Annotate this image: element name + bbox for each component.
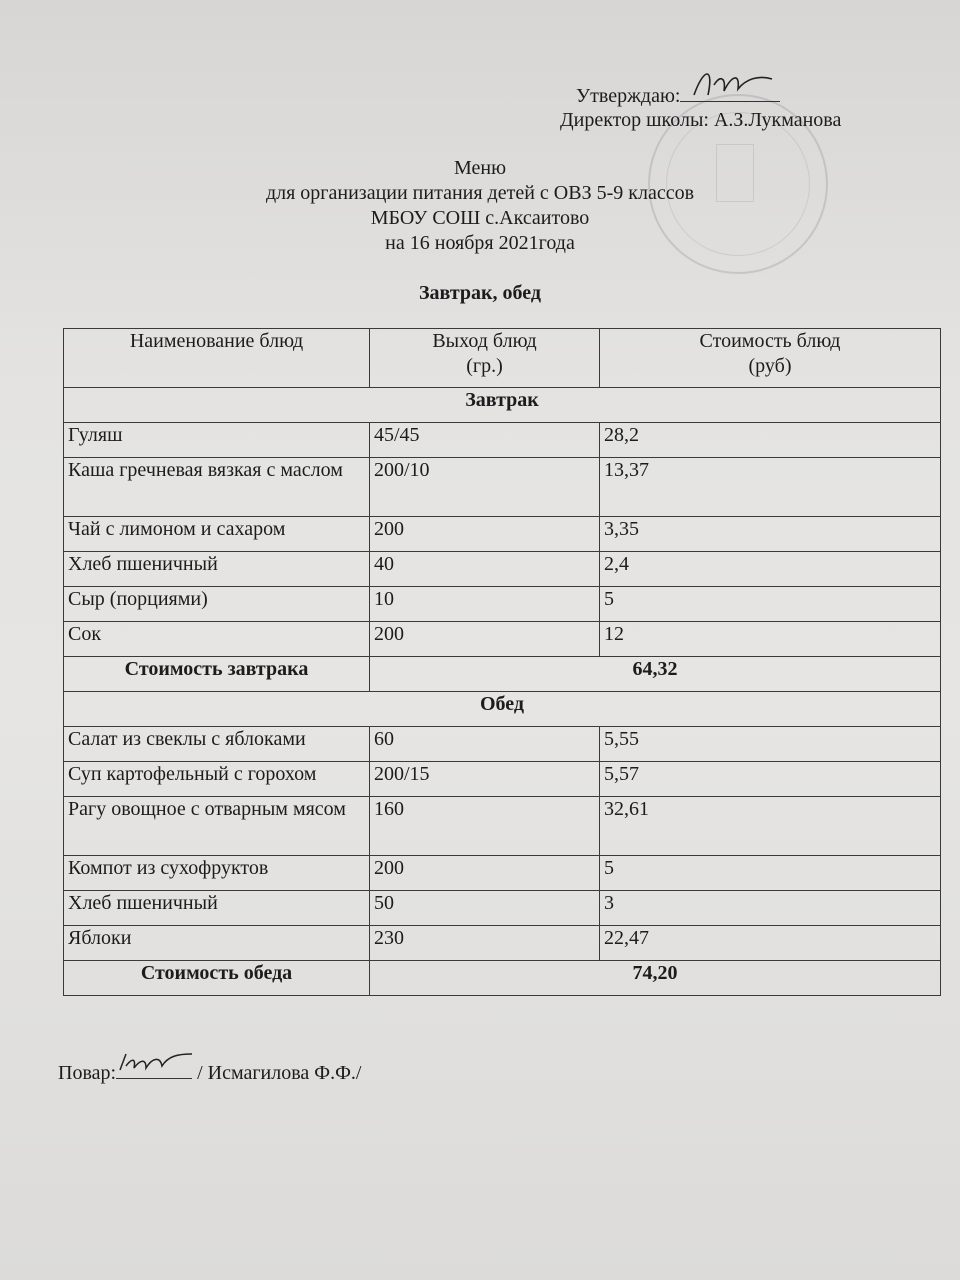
approve-line bbox=[560, 84, 841, 108]
table-cell: 160 bbox=[370, 797, 600, 856]
cook-label: Повар: bbox=[58, 1062, 117, 1084]
table-cell: 200 bbox=[370, 622, 600, 657]
table-cell: Обед bbox=[64, 692, 941, 727]
table-cell: Завтрак bbox=[64, 388, 941, 423]
table-cell: Сок bbox=[64, 622, 370, 657]
section-title: Завтрак, обед bbox=[418, 282, 542, 304]
director-signature bbox=[680, 87, 780, 102]
table-cell: 5 bbox=[600, 856, 941, 891]
section-row-breakfast bbox=[64, 388, 941, 423]
cook-signature-line bbox=[58, 1058, 361, 1085]
table-cell: 60 bbox=[370, 727, 600, 762]
table-cell: 40 bbox=[370, 552, 600, 587]
table-row bbox=[64, 622, 941, 657]
table-cell: Хлеб пшеничный bbox=[64, 891, 370, 926]
table-cell: 3 bbox=[600, 891, 941, 926]
table-cell: Сыр (порциями) bbox=[64, 587, 370, 622]
table-cell: 32,61 bbox=[600, 797, 941, 856]
table-row bbox=[64, 762, 941, 797]
header-cost: Стоимость блюд (руб) bbox=[600, 329, 941, 388]
table-row bbox=[64, 891, 941, 926]
lunch-total-value: 74,20 bbox=[370, 961, 941, 996]
approval-block bbox=[560, 84, 841, 132]
table-cell: 10 bbox=[370, 587, 600, 622]
table-cell: 2,4 bbox=[600, 552, 941, 587]
table-cell: Каша гречневая вязкая с маслом bbox=[64, 458, 370, 517]
table-cell: Компот из сухофруктов bbox=[64, 856, 370, 891]
table-cell: 5,55 bbox=[600, 727, 941, 762]
breakfast-total-label: Стоимость завтрака bbox=[64, 657, 370, 692]
table-row bbox=[64, 552, 941, 587]
header-name: Наименование блюд bbox=[64, 329, 370, 388]
table-cell: Салат из свеклы с яблоками bbox=[64, 727, 370, 762]
table-cell: 3,35 bbox=[600, 517, 941, 552]
menu-title bbox=[0, 156, 960, 256]
lunch-total-row bbox=[64, 961, 941, 996]
table-cell: 230 bbox=[370, 926, 600, 961]
table-row bbox=[64, 423, 941, 458]
header-yield: Выход блюд (гр.) bbox=[370, 329, 600, 388]
table-row bbox=[64, 517, 941, 552]
table-row bbox=[64, 587, 941, 622]
table-cell: Гуляш bbox=[64, 423, 370, 458]
table-cell: 200/15 bbox=[370, 762, 600, 797]
title-line-3: МБОУ СОШ с.Аксаитово bbox=[370, 207, 590, 229]
table-row bbox=[64, 727, 941, 762]
cook-name: / Исмагилова Ф.Ф./ bbox=[197, 1062, 362, 1084]
table-row bbox=[64, 797, 941, 856]
table-cell: 5 bbox=[600, 587, 941, 622]
cook-signature bbox=[116, 1058, 192, 1079]
table-cell: Чай с лимоном и сахаром bbox=[64, 517, 370, 552]
table-cell: 13,37 bbox=[600, 458, 941, 517]
table-cell: Хлеб пшеничный bbox=[64, 552, 370, 587]
table-cell: 200 bbox=[370, 856, 600, 891]
approve-label: Утверждаю: bbox=[576, 85, 681, 107]
director-signature-scribble bbox=[674, 65, 784, 105]
lunch-total-label: Стоимость обеда bbox=[64, 961, 370, 996]
cook-signature-scribble bbox=[116, 1048, 196, 1078]
title-line-2: для организации питания детей с ОВЗ 5-9 классов bbox=[265, 182, 695, 204]
table-cell: Суп картофельный с горохом bbox=[64, 762, 370, 797]
section-row-lunch bbox=[64, 692, 941, 727]
table-cell: 12 bbox=[600, 622, 941, 657]
table-cell: 5,57 bbox=[600, 762, 941, 797]
breakfast-total-row bbox=[64, 657, 941, 692]
table-row bbox=[64, 458, 941, 517]
table-cell: 200/10 bbox=[370, 458, 600, 517]
table-cell: Яблоки bbox=[64, 926, 370, 961]
table-row bbox=[64, 856, 941, 891]
director-line: Директор школы: А.З.Лукманова bbox=[560, 109, 842, 131]
menu-table bbox=[63, 328, 941, 996]
table-cell: 22,47 bbox=[600, 926, 941, 961]
table-cell: 45/45 bbox=[370, 423, 600, 458]
table-cell: 28,2 bbox=[600, 423, 941, 458]
table-row bbox=[64, 926, 941, 961]
breakfast-total-value: 64,32 bbox=[370, 657, 941, 692]
table-cell: 50 bbox=[370, 891, 600, 926]
table-header-row bbox=[64, 329, 941, 388]
table-cell: 200 bbox=[370, 517, 600, 552]
table-cell: Рагу овощное с отварным мясом bbox=[64, 797, 370, 856]
title-line-1: Меню bbox=[453, 157, 507, 179]
title-line-4: на 16 ноября 2021года bbox=[385, 232, 575, 254]
